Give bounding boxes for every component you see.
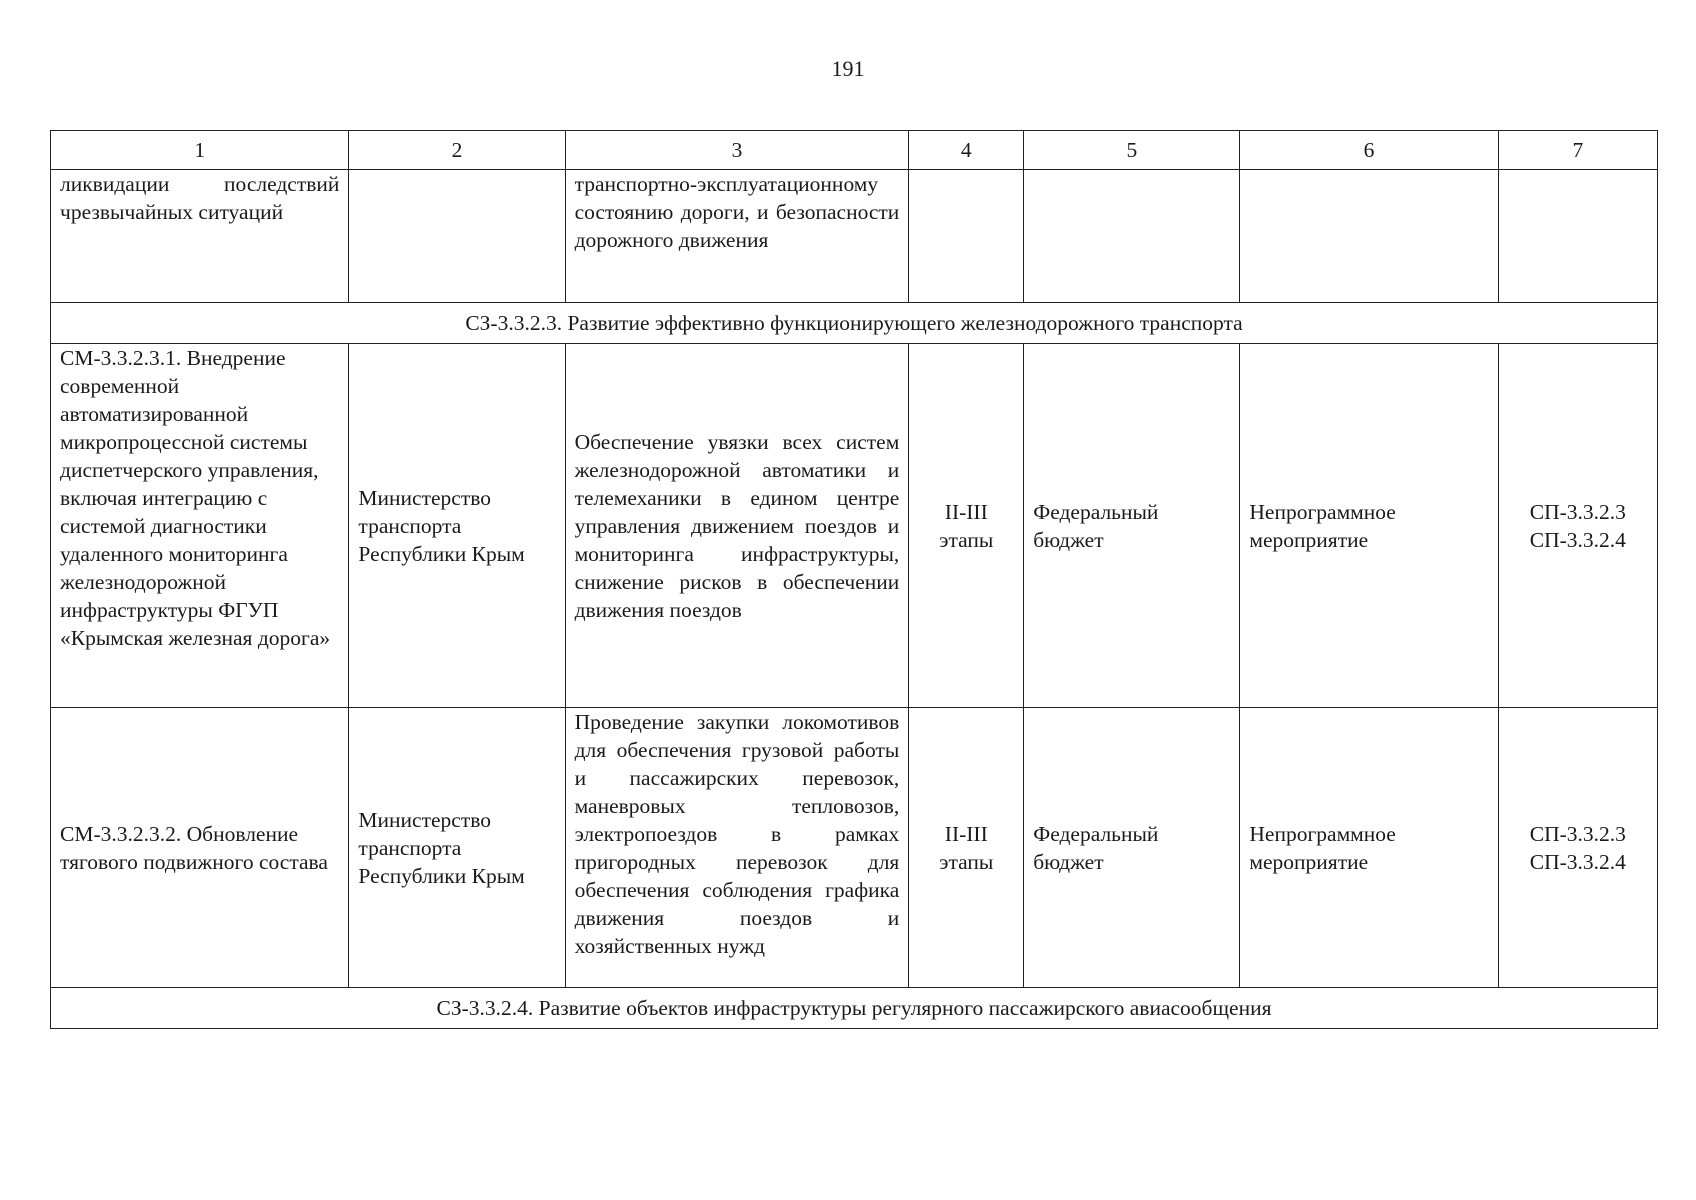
table-row xyxy=(51,708,1658,988)
measure-cell: СМ-3.3.2.3.2. Обновление тягового подвижного состава xyxy=(51,708,349,988)
column-header: 6 xyxy=(1240,131,1498,170)
column-number-row xyxy=(51,131,1658,170)
column-header: 5 xyxy=(1024,131,1240,170)
program-cell xyxy=(1240,170,1498,303)
source-line: Федеральный xyxy=(1033,499,1159,524)
program-line: мероприятие xyxy=(1249,849,1369,874)
section-row xyxy=(51,303,1658,344)
stage-label: этапы xyxy=(939,849,994,874)
link-code: СП-3.3.2.4 xyxy=(1529,527,1626,552)
column-header: 1 xyxy=(51,131,349,170)
table-row xyxy=(51,344,1658,708)
executor-cell: Министерство транспорта Республики Крым xyxy=(349,344,565,708)
column-header: 4 xyxy=(909,131,1024,170)
table-row-continued xyxy=(51,170,1658,303)
column-header: 3 xyxy=(565,131,909,170)
column-header: 2 xyxy=(349,131,565,170)
program-cell xyxy=(1240,344,1498,708)
section-heading: СЗ-3.3.2.3. Развитие эффективно функционирующего железнодорожного транспорта xyxy=(51,303,1658,344)
source-line: бюджет xyxy=(1033,527,1104,552)
link-code: СП-3.3.2.3 xyxy=(1529,499,1626,524)
stage-value: II-III xyxy=(944,499,988,524)
link-cell xyxy=(1498,170,1657,303)
result-cell: Проведение закупки локомотивов для обеспечения грузовой работы и пассажирских перевозок, маневровых тепловозов, электропоездов в рамках пригородных перевозок для обеспечения соблюдения графика движения поездов и хозяйственных нужд xyxy=(565,708,909,988)
program-line: Непрограммное xyxy=(1249,499,1396,524)
measure-cell: СМ-3.3.2.3.1. Внедрение современной автоматизированной микропроцессной системы диспетчерского управления, включая интеграцию с системой диагностики удаленного мониторинга железнодорожной инфраструктуры ФГУП «Крымская железная дорога» xyxy=(51,344,349,708)
program-line: Непрограммное xyxy=(1249,821,1396,846)
stage-cell xyxy=(909,344,1024,708)
measure-cell: ликвидации последствий чрезвычайных ситуаций xyxy=(51,170,349,303)
source-cell xyxy=(1024,170,1240,303)
link-cell xyxy=(1498,344,1657,708)
source-line: Федеральный xyxy=(1033,821,1159,846)
executor-cell xyxy=(349,170,565,303)
result-cell: транспортно-эксплуатационному состоянию дороги, и безопасности дорожного движения xyxy=(565,170,909,303)
program-cell xyxy=(1240,708,1498,988)
stage-cell xyxy=(909,708,1024,988)
column-header: 7 xyxy=(1498,131,1657,170)
link-code: СП-3.3.2.4 xyxy=(1529,849,1626,874)
section-row xyxy=(51,988,1658,1029)
section-heading: СЗ-3.3.2.4. Развитие объектов инфраструктуры регулярного пассажирского авиасообщения xyxy=(51,988,1658,1029)
program-line: мероприятие xyxy=(1249,527,1369,552)
result-cell: Обеспечение увязки всех систем железнодорожной автоматики и телемеханики в едином центре управления движением поездов и мониторинга инфраструктуры, снижение рисков в обеспечении движения поездов xyxy=(565,344,909,708)
stage-cell xyxy=(909,170,1024,303)
link-cell xyxy=(1498,708,1657,988)
page-number: 191 xyxy=(831,56,865,81)
source-cell xyxy=(1024,344,1240,708)
executor-cell: Министерство транспорта Республики Крым xyxy=(349,708,565,988)
stage-label: этапы xyxy=(939,527,994,552)
program-table xyxy=(50,130,1658,1029)
source-line: бюджет xyxy=(1033,849,1104,874)
stage-value: II-III xyxy=(944,821,988,846)
source-cell xyxy=(1024,708,1240,988)
link-code: СП-3.3.2.3 xyxy=(1529,821,1626,846)
